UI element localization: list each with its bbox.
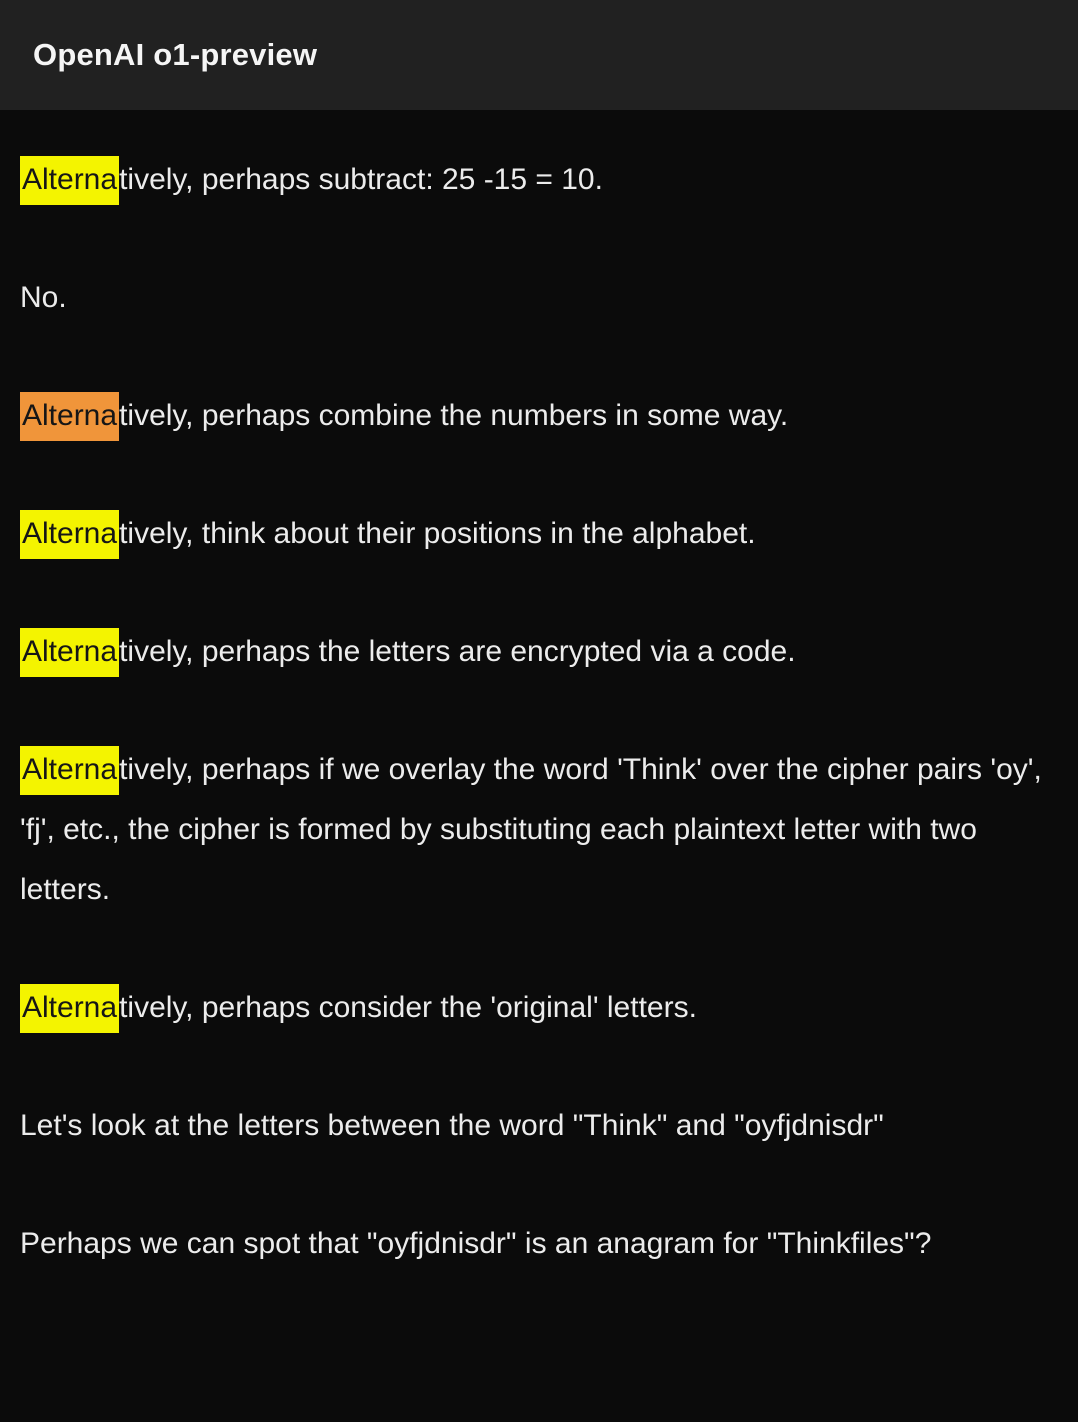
highlight-mark: Alterna [20,746,119,795]
paragraph-text: tively, think about their positions in the alphabet. [119,517,756,550]
thought-paragraph [20,386,1056,446]
thought-paragraph [20,740,1056,920]
highlight-mark: Alterna [20,156,119,205]
paragraph-text: Perhaps we can spot that "oyfjdnisdr" is an anagram for "Thinkfiles"? [20,1227,932,1260]
paragraph-text: tively, perhaps consider the 'original' letters. [119,991,697,1024]
paragraph-text: tively, perhaps subtract: 25 -15 = 10. [119,163,603,196]
thought-paragraph [20,1214,1056,1274]
thought-paragraph [20,622,1056,682]
paragraph-text: tively, perhaps combine the numbers in some way. [119,399,789,432]
paragraph-text: No. [20,281,67,314]
thought-paragraph [20,504,1056,564]
highlight-mark: Alterna [20,392,119,441]
highlight-mark: Alterna [20,628,119,677]
highlight-mark: Alterna [20,510,119,559]
paragraph-text: Let's look at the letters between the word "Think" and "oyfjdnisdr" [20,1109,884,1142]
panel-title: OpenAI o1-preview [33,37,318,72]
paragraph-text: tively, perhaps the letters are encrypted via a code. [119,635,796,668]
thought-paragraph [20,978,1056,1038]
panel-header [0,0,1078,110]
thought-paragraph [20,150,1056,210]
thought-paragraph [20,1096,1056,1156]
thought-stream [0,110,1078,1274]
highlight-mark: Alterna [20,984,119,1033]
thought-paragraph [20,268,1056,328]
paragraph-text: tively, perhaps if we overlay the word 'Think' over the cipher pairs 'oy', 'fj', etc., the cipher is formed by substituting each plaintext letter with two letters. [20,753,1042,906]
